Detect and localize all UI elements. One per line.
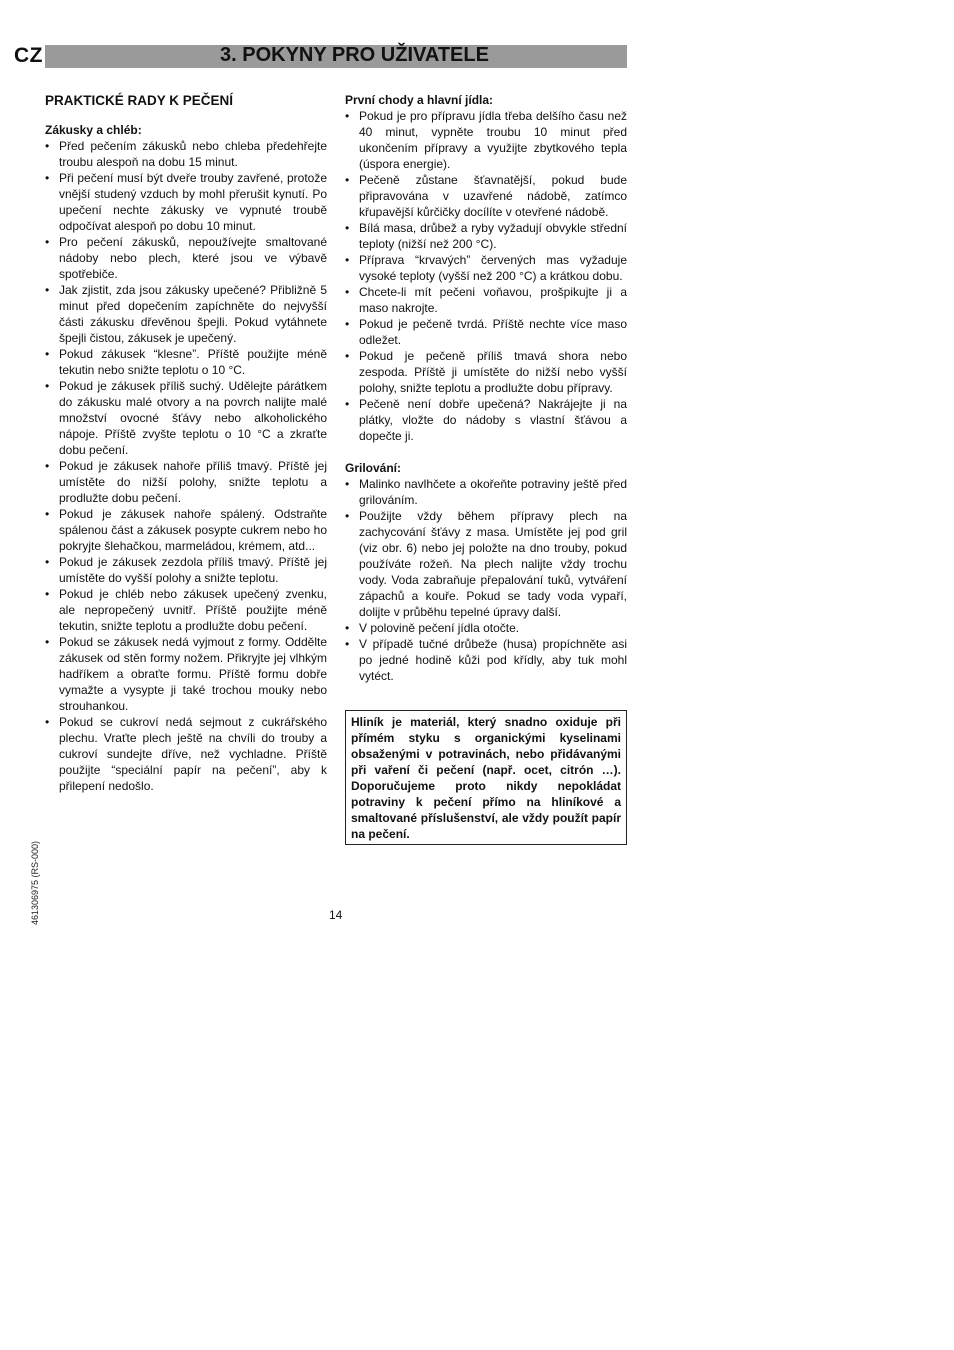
list-item: • Pečeně zůstane šťavnatější, pokud bude připravována v uzavřené nádobě, zatímco křupavější kůrčičky docílíte v otevřené nádobě. bbox=[345, 172, 627, 220]
list-item: • Pokud je chléb nebo zákusek upečený zvenku, ale nepropečený uvnitř. Příště použijte méně tekutin, snižte teplotu a prodlužte dobu pečení. bbox=[45, 586, 327, 634]
page-title: 3. POKYNY PRO UŽIVATELE bbox=[220, 44, 489, 66]
aluminium-warning-box: Hliník je materiál, který snadno oxiduje při přímém styku s organickými kyselinami obsaženými v potravinách, nebo přidávanými při vaření či pečení (např. ocet, citrón …). Doporučujeme proto nikdy nepokládat potraviny k pečení přímo na hliníkové a smaltované příslušenství, ale vždy použít papír na pečení. bbox=[345, 710, 627, 845]
list-item: • Pokud je zákusek příliš suchý. Udělejte párátkem do zákusku malé otvory a na povrch nalijte malé množství ovocné šťávy nebo alkoholického nápoje. Příště zvyšte teplotu o 10 °C a zkraťte dobu pečení. bbox=[45, 378, 327, 458]
language-code: CZ bbox=[14, 44, 43, 67]
list-item: • Pokud se zákusek nedá vyjmout z formy. Oddělte zákusek od stěn formy nožem. Přikryjte jej vlhkým hadříkem a obraťte formu. Příště formu dobře vymažte a vysypte ji také trochou mouky nebo strouhankou. bbox=[45, 634, 327, 714]
list-item: • Pokud je pečeně tvrdá. Příště nechte více maso odležet. bbox=[345, 316, 627, 348]
list-item: • Pokud je zákusek zezdola příliš tmavý. Příště jej umístěte do vyšší polohy a snižte teplotu. bbox=[45, 554, 327, 586]
section-title: PRAKTICKÉ RADY K PEČENÍ bbox=[45, 93, 234, 108]
list-item: • Při pečení musí být dveře trouby zavřené, protože vnější studený vzduch by mohl přerušit kynutí. Po upečení nechte zákusky ve vypnuté troubě odpočívat alespoň po dobu 10 minut. bbox=[45, 170, 327, 234]
list-item: • Malinko navlhčete a okořeňte potraviny ještě před grilováním. bbox=[345, 476, 627, 508]
list-item: • V případě tučné drůbeže (husa) propíchněte asi po jedné hodině kůži pod křídly, aby tuk mohl vytéct. bbox=[345, 636, 627, 684]
list-item: • Pečeně není dobře upečená? Nakrájejte ji na plátky, vložte do nádoby s vlastní šťávou a dopečte ji. bbox=[345, 396, 627, 444]
subheading-cakes-bread: Zákusky a chléb: bbox=[45, 123, 142, 137]
left-column bbox=[45, 92, 327, 794]
list-item: • Pokud je pro přípravu jídla třeba delšího času než 40 minut, vypněte troubu 10 minut před ukončením přípravy a využijte zbytkového tepla (úspora energie). bbox=[345, 108, 627, 172]
list-item: • V polovině pečení jídla otočte. bbox=[345, 620, 627, 636]
list-item: • Chcete-li mít pečeni voňavou, prošpikujte ji a maso nakrojte. bbox=[345, 284, 627, 316]
grilling-list bbox=[345, 476, 627, 684]
right-column bbox=[345, 92, 627, 845]
list-item: • Jak zjistit, zda jsou zákusky upečené? Přibližně 5 minut před dopečením zapíchněte do nejvyšší části zákusku dřevěnou špejli. Pokud vytáhnete špejli čistou, zákusek je upečený. bbox=[45, 282, 327, 346]
subheading-main-dishes: První chody a hlavní jídla: bbox=[345, 93, 494, 107]
list-item: • Pokud se cukroví nedá sejmout z cukrářského plechu. Vraťte plech ještě na chvíli do trouby a cukroví sundejte dříve, než vychladne. Příště použijte “speciální papír na pečení”, aby k přilepení nedošlo. bbox=[45, 714, 327, 794]
spacer bbox=[345, 444, 627, 460]
page-number: 14 bbox=[329, 908, 343, 922]
cakes-tips-list bbox=[45, 138, 327, 794]
document-code: 461306975 (RS-000) bbox=[30, 840, 40, 925]
subheading-grilling: Grilování: bbox=[345, 461, 402, 475]
list-item: • Bílá masa, drůbež a ryby vyžadují obvykle střední teploty (nižší než 200 °C). bbox=[345, 220, 627, 252]
list-item: • Před pečením zákusků nebo chleba předehřejte troubu alespoň na dobu 15 minut. bbox=[45, 138, 327, 170]
list-item: • Použijte vždy během přípravy plech na zachycování šťávy z masa. Umístěte jej pod gril (viz obr. 6) nebo jej položte na dno trouby, pokud používáte rožeň. Na plech nalijte vždy trochu vody. Voda zabraňuje přepalování tuků, vytváření zápachů a kouře. Pokud se tady voda vypaří, dolijte v průběhu tepelné úpravy další. bbox=[345, 508, 627, 620]
main-dishes-list bbox=[345, 108, 627, 444]
list-item: • Příprava “krvavých” červených mas vyžaduje vysoké teploty (vyšší než 200 °C) a krátkou dobu. bbox=[345, 252, 627, 284]
list-item: • Pro pečení zákusků, nepoužívejte smaltované nádoby nebo plech, které jsou ve výbavě spotřebiče. bbox=[45, 234, 327, 282]
list-item: • Pokud je pečeně příliš tmavá shora nebo zespoda. Příště ji umístěte do nižší nebo vyšší polohy, snižte teplotu a prodlužte dobu přípravy. bbox=[345, 348, 627, 396]
list-item: • Pokud je zákusek nahoře spálený. Odstraňte spálenou část a zákusek posypte cukrem nebo ho pokryjte šlehačkou, marmeládou, krémem, atd... bbox=[45, 506, 327, 554]
list-item: • Pokud zákusek “klesne”. Příště použijte méně tekutin nebo snižte teplotu o 10 °C. bbox=[45, 346, 327, 378]
list-item: • Pokud je zákusek nahoře příliš tmavý. Příště jej umístěte do nižší polohy, snižte teplotu a prodlužte dobu pečení. bbox=[45, 458, 327, 506]
